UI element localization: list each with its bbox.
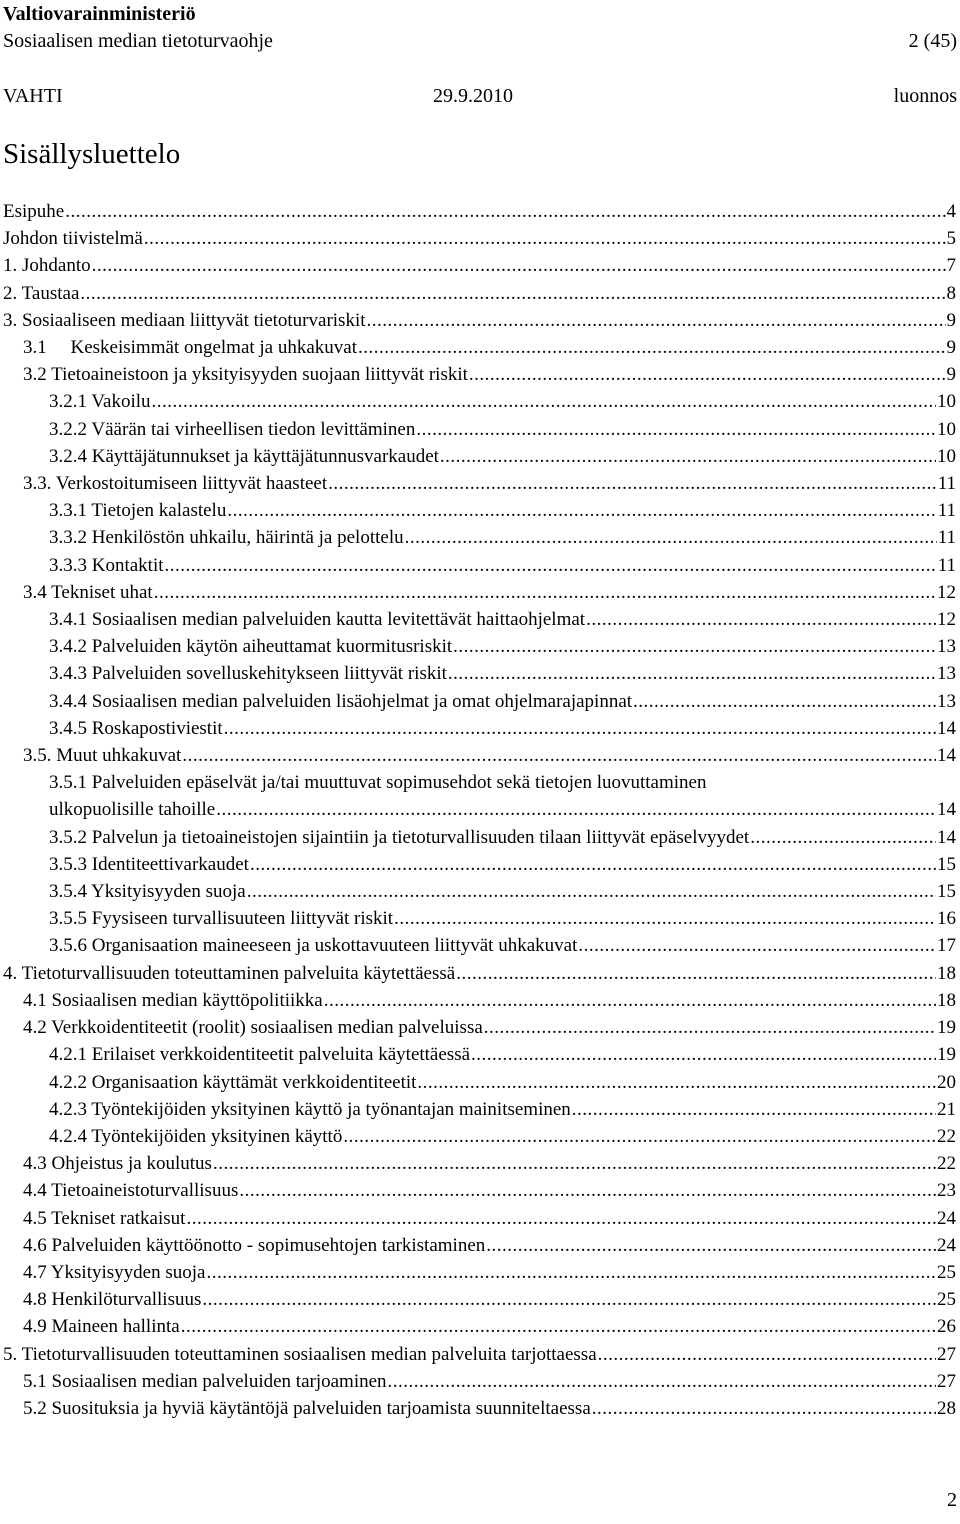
toc-entry-page: 13	[937, 663, 956, 685]
toc-entry[interactable]	[3, 579, 956, 606]
toc-entry-text: 3.5. Muut uhkakuvat	[23, 745, 182, 767]
toc-entry-text: 3.2 Tietoaineistoon ja yksityisyyden suojaan liittyvät riskit	[23, 364, 468, 386]
toc-entry-page: 11	[937, 527, 956, 549]
toc-entry-page: 4	[946, 201, 956, 222]
dot-leader	[206, 1259, 936, 1286]
toc-entry[interactable]	[3, 1205, 956, 1232]
toc-entry[interactable]	[3, 1232, 956, 1259]
dot-leader	[578, 932, 936, 959]
document-header-row	[3, 29, 957, 53]
toc-entry-text: 3.5.2 Palvelun ja tietoaineistojen sijaintiin ja tietoturvallisuuden tilaan liittyvät epäselvyydet	[49, 826, 750, 848]
toc-entry-text: 3.2.2 Väärän tai virheellisen tiedon levittäminen	[49, 418, 416, 440]
toc-entry-page: 13	[937, 690, 956, 712]
toc-entry-page: 5	[946, 228, 956, 250]
document-title: Sosiaalisen median tietoturvaohje	[3, 30, 273, 52]
toc-entry-page: 24	[937, 1234, 956, 1256]
toc-entry-page: 17	[937, 935, 956, 957]
dot-leader	[394, 905, 936, 932]
toc-entry[interactable]	[3, 742, 956, 769]
toc-entry[interactable]	[3, 769, 956, 823]
toc-entry-text: 3.4 Tekniset uhat	[23, 581, 153, 603]
toc-entry-page: 21	[937, 1098, 956, 1120]
toc-entry-page: 15	[937, 881, 956, 903]
dot-leader	[182, 742, 936, 769]
toc-entry-page: 8	[946, 282, 956, 304]
toc-entry-text: 4.1 Sosiaalisen median käyttöpolitiikka	[23, 989, 323, 1011]
document-meta-row	[3, 84, 957, 108]
dot-leader	[165, 552, 937, 579]
toc-entry-page: 25	[937, 1261, 956, 1283]
dot-leader	[484, 1014, 936, 1041]
dot-leader	[405, 524, 937, 551]
dot-leader	[417, 1069, 936, 1096]
toc-entry[interactable]	[3, 960, 956, 987]
dot-leader	[181, 1313, 936, 1340]
toc-entry-text: 4.6 Palveluiden käyttöönotto - sopimusehtojen tarkistaminen	[23, 1234, 486, 1256]
toc-entry-text: 4. Tietoturvallisuuden toteuttaminen palveluita käytettäessä	[3, 962, 456, 984]
toc-entry-page: 14	[937, 826, 956, 848]
table-of-contents	[3, 198, 956, 1422]
toc-entry-text: 5.1 Sosiaalisen median palveluiden tarjoaminen	[23, 1370, 387, 1392]
dot-leader	[633, 688, 936, 715]
dot-leader	[453, 633, 936, 660]
dot-leader	[227, 497, 936, 524]
dot-leader	[152, 388, 936, 415]
toc-entry-page: 27	[937, 1343, 956, 1365]
toc-entry[interactable]	[3, 1041, 956, 1068]
toc-entry-page: 14	[937, 799, 956, 821]
dot-leader	[486, 1232, 936, 1259]
dot-leader	[92, 252, 946, 279]
toc-entry-text: 3. Sosiaaliseen mediaan liittyvät tietoturvariskit	[3, 309, 366, 331]
dot-leader	[471, 1041, 936, 1068]
toc-entry-page: 10	[937, 418, 956, 440]
toc-entry[interactable]	[3, 524, 956, 551]
toc-entry[interactable]	[3, 606, 956, 633]
toc-entry[interactable]	[3, 1069, 956, 1096]
toc-entry[interactable]	[3, 416, 956, 443]
toc-entry-page: 19	[937, 1044, 956, 1066]
toc-entry-text: 3.5.4 Yksityisyyden suoja	[49, 881, 246, 903]
toc-entry-page: 22	[937, 1125, 956, 1147]
toc-entry-text: 3.3. Verkostoitumiseen liittyvät haasteet	[23, 473, 328, 495]
toc-entry-page: 27	[937, 1370, 956, 1392]
toc-entry-text: 4.4 Tietoaineistoturvallisuus	[23, 1180, 239, 1202]
dot-leader	[592, 1395, 936, 1422]
toc-entry-page: 16	[937, 908, 956, 930]
toc-entry-page: 10	[937, 391, 956, 413]
toc-entry-text: 4.2.2 Organisaation käyttämät verkkoidentiteetit	[49, 1071, 417, 1093]
dot-leader	[416, 416, 936, 443]
toc-entry-text: 3.2.4 Käyttäjätunnukset ja käyttäjätunnusvarkaudet	[49, 445, 439, 467]
dot-leader	[469, 361, 946, 388]
dot-leader	[456, 960, 936, 987]
toc-heading: Sisällysluettelo	[3, 138, 181, 170]
toc-entry-text: 3.3.1 Tietojen kalastelu	[49, 500, 227, 522]
toc-entry[interactable]	[3, 334, 956, 361]
dot-leader	[239, 1177, 936, 1204]
dot-leader	[343, 1123, 936, 1150]
dot-leader	[367, 307, 946, 334]
toc-entry-page: 11	[937, 473, 956, 495]
toc-entry-page: 18	[937, 989, 956, 1011]
toc-entry-continuation	[49, 796, 956, 823]
toc-entry[interactable]	[3, 1259, 956, 1286]
toc-entry-text: 3.4.5 Roskapostiviestit	[49, 717, 223, 739]
toc-entry-text: 4.7 Yksityisyyden suoja	[23, 1261, 206, 1283]
organization-name: Valtiovarainministeriö	[3, 3, 196, 25]
toc-entry-text: Johdon tiivistelmä	[3, 228, 143, 250]
toc-entry-text: 3.4.1 Sosiaalisen median palveluiden kautta levitettävät haittaohjelmat	[49, 609, 586, 631]
toc-entry-page: 20	[937, 1071, 956, 1093]
toc-entry-text: 3.4.2 Palveluiden käytön aiheuttamat kuormitusriskit	[49, 636, 453, 658]
toc-entry-text: Esipuhe	[3, 201, 65, 222]
toc-entry-page: 11	[937, 554, 956, 576]
toc-entry-page: 9	[946, 337, 956, 359]
toc-entry[interactable]	[3, 660, 956, 687]
toc-entry[interactable]	[3, 905, 956, 932]
toc-entry-text: 4.3 Ohjeistus ja koulutus	[23, 1153, 212, 1175]
toc-entry-page: 14	[937, 745, 956, 767]
toc-entry-page: 19	[937, 1017, 956, 1039]
dot-leader	[213, 1150, 936, 1177]
toc-entry[interactable]	[3, 932, 956, 959]
toc-entry-text: 3.3.3 Kontaktit	[49, 554, 164, 576]
dot-leader	[65, 198, 945, 225]
toc-entry-page: 12	[937, 581, 956, 603]
toc-entry-text: 5. Tietoturvallisuuden toteuttaminen sosiaalisen median palveluita tarjottaessa	[3, 1343, 597, 1365]
toc-entry[interactable]	[3, 1368, 956, 1395]
toc-entry[interactable]	[3, 470, 956, 497]
dot-leader	[247, 878, 936, 905]
toc-entry-page: 11	[937, 500, 956, 522]
toc-entry[interactable]	[3, 443, 956, 470]
toc-entry[interactable]	[3, 1177, 956, 1204]
dot-leader	[224, 715, 936, 742]
toc-entry-text: 4.2.1 Erilaiset verkkoidentiteetit palveluita käytettäessä	[49, 1044, 471, 1066]
toc-entry-text: 4.5 Tekniset ratkaisut	[23, 1207, 186, 1229]
toc-entry-page: 28	[937, 1397, 956, 1419]
toc-entry-text: 4.2.4 Työntekijöiden yksityinen käyttö	[49, 1125, 343, 1147]
toc-entry[interactable]	[3, 633, 956, 660]
dot-leader	[572, 1096, 936, 1123]
dot-leader	[324, 987, 936, 1014]
toc-entry-text: 4.2.3 Työntekijöiden yksityinen käyttö ja työnantajan mainitseminen	[49, 1098, 571, 1120]
dot-leader	[328, 470, 937, 497]
series-label: VAHTI	[3, 85, 63, 107]
document-status: luonnos	[893, 85, 957, 107]
toc-entry[interactable]	[3, 824, 956, 851]
toc-entry-text: 1. Johdanto	[3, 255, 91, 277]
toc-entry-text: 3.5.5 Fyysiseen turvallisuuteen liittyvät riskit	[49, 908, 394, 930]
toc-entry-text: 3.5.3 Identiteettivarkaudet	[49, 853, 249, 875]
toc-entry-text: 2. Taustaa	[3, 282, 80, 304]
toc-entry[interactable]	[3, 1313, 956, 1340]
toc-entry-page: 23	[937, 1180, 956, 1202]
toc-entry[interactable]	[3, 715, 956, 742]
toc-entry[interactable]	[3, 225, 956, 252]
toc-entry-text: 3.1 Keskeisimmät ongelmat ja uhkakuvat	[23, 337, 358, 359]
toc-entry-text: 5.2 Suosituksia ja hyviä käytäntöjä palveluiden tarjoamista suunniteltaessa	[23, 1397, 591, 1419]
dot-leader	[202, 1286, 936, 1313]
footer-page-number: 2	[947, 1489, 957, 1511]
toc-entry[interactable]	[3, 361, 956, 388]
toc-entry[interactable]	[3, 1341, 956, 1368]
toc-entry-page: 9	[946, 309, 956, 331]
dot-leader	[598, 1341, 936, 1368]
toc-entry[interactable]	[3, 1096, 956, 1123]
toc-entry[interactable]	[3, 1150, 956, 1177]
dot-leader	[216, 796, 936, 823]
toc-entry-text: 3.2.1 Vakoilu	[49, 391, 151, 413]
toc-entry[interactable]	[3, 1123, 956, 1150]
toc-entry-page: 14	[937, 717, 956, 739]
toc-entry-text-continued: ulkopuolisille tahoille	[49, 799, 216, 821]
dot-leader	[80, 280, 945, 307]
toc-entry-text: 4.2 Verkkoidentiteetit (roolit) sosiaalisen median palveluissa	[23, 1017, 483, 1039]
toc-entry-text: 4.9 Maineen hallinta	[23, 1316, 180, 1338]
dot-leader	[586, 606, 936, 633]
toc-entry-page: 24	[937, 1207, 956, 1229]
toc-entry-text: 3.4.3 Palveluiden sovelluskehitykseen liittyvät riskit	[49, 663, 447, 685]
toc-entry-text: 3.5.6 Organisaation maineeseen ja uskottavuuteen liittyvät uhkakuvat	[49, 935, 578, 957]
dot-leader	[448, 660, 936, 687]
toc-entry-page: 25	[937, 1289, 956, 1311]
toc-entry-page: 15	[937, 853, 956, 875]
toc-entry-page: 22	[937, 1153, 956, 1175]
toc-entry[interactable]	[3, 497, 956, 524]
dot-leader	[440, 443, 936, 470]
toc-entry-page: 26	[937, 1316, 956, 1338]
toc-entry-page: 18	[937, 962, 956, 984]
toc-entry[interactable]	[3, 688, 956, 715]
toc-entry[interactable]	[3, 878, 956, 905]
toc-entry[interactable]	[3, 252, 956, 279]
toc-entry-text: 3.4.4 Sosiaalisen median palveluiden lisäohjelmat ja omat ohjelmarajapinnat	[49, 690, 633, 712]
dot-leader	[388, 1368, 936, 1395]
toc-entry[interactable]	[3, 307, 956, 334]
dot-leader	[358, 334, 945, 361]
toc-entry[interactable]	[3, 280, 956, 307]
toc-entry[interactable]	[3, 851, 956, 878]
toc-entry[interactable]	[3, 1395, 956, 1422]
toc-entry-page: 7	[946, 255, 956, 277]
toc-entry-page: 12	[937, 609, 956, 631]
toc-entry-page: 13	[937, 636, 956, 658]
toc-entry[interactable]	[3, 198, 956, 225]
toc-entry-text: 3.3.2 Henkilöstön uhkailu, häirintä ja pelottelu	[49, 527, 404, 549]
dot-leader	[250, 851, 936, 878]
toc-entry-text: 3.5.1 Palveluiden epäselvät ja/tai muuttuvat sopimusehdot sekä tietojen luovuttaminen	[49, 772, 707, 794]
toc-entry[interactable]	[3, 1286, 956, 1313]
dot-leader	[154, 579, 936, 606]
dot-leader	[144, 225, 946, 252]
toc-entry-page: 10	[937, 445, 956, 467]
toc-entry-text: 4.8 Henkilöturvallisuus	[23, 1289, 202, 1311]
toc-entry[interactable]	[3, 552, 956, 579]
toc-entry[interactable]	[3, 987, 956, 1014]
dot-leader	[750, 824, 936, 851]
document-date: 29.9.2010	[433, 85, 513, 107]
toc-entry-page: 9	[946, 364, 956, 386]
toc-entry[interactable]	[3, 388, 956, 415]
toc-entry[interactable]	[3, 1014, 956, 1041]
dot-leader	[186, 1205, 936, 1232]
page-count: 2 (45)	[908, 30, 957, 52]
